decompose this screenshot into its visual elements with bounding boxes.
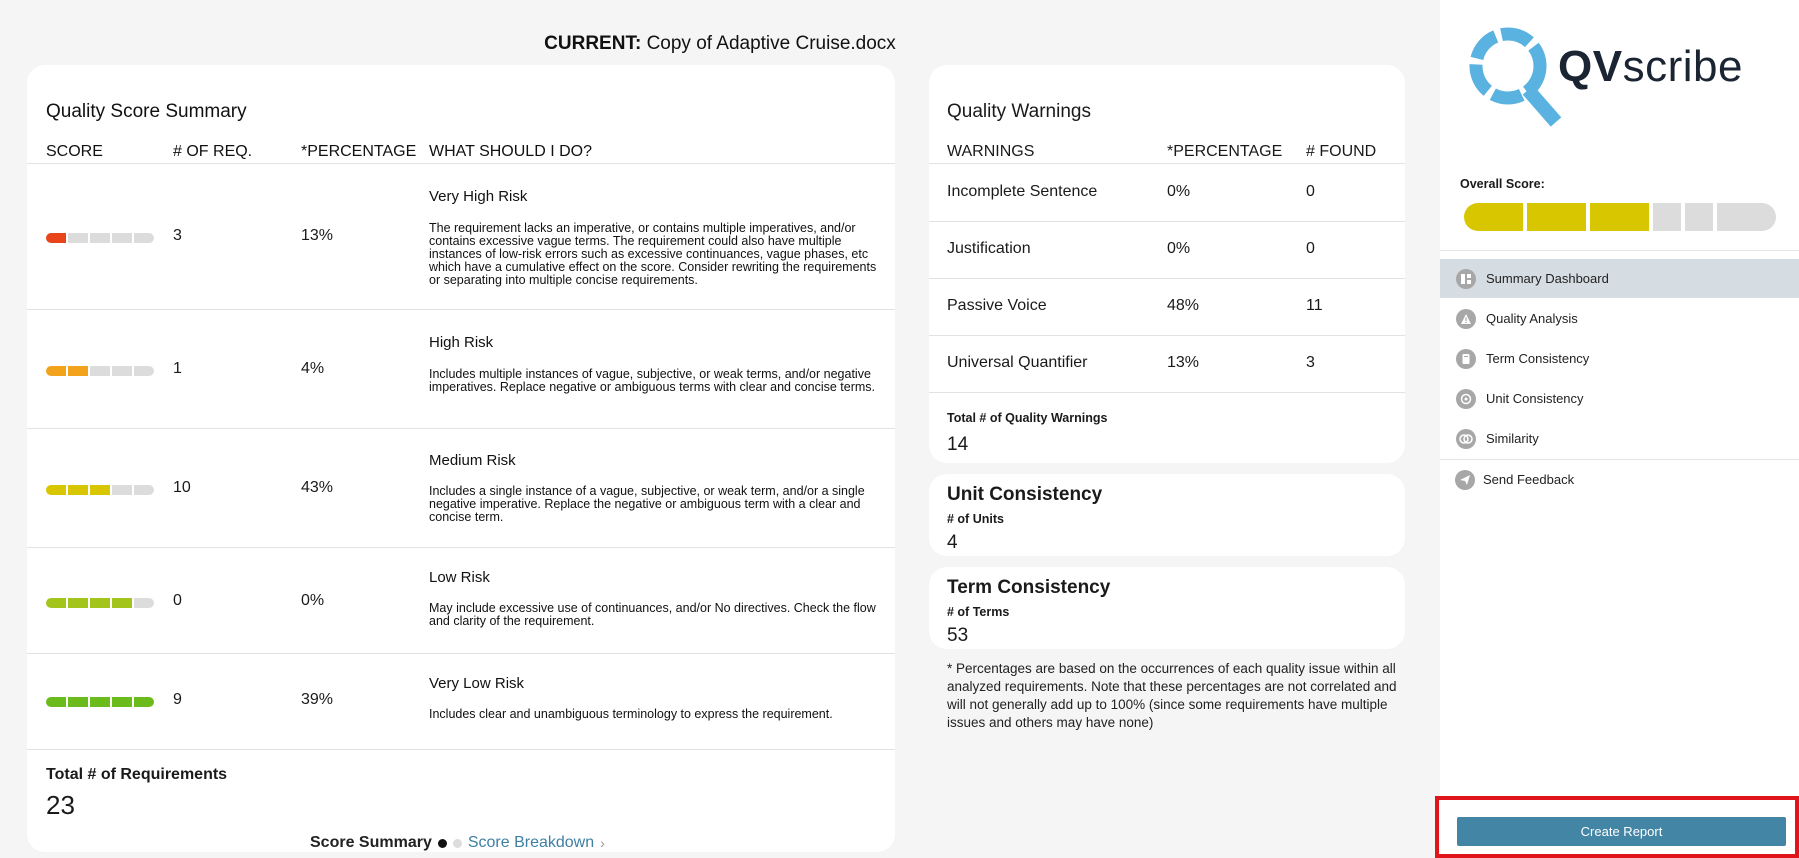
total-requirements-label: Total # of Requirements — [46, 766, 228, 783]
overall-score-segment — [1590, 203, 1649, 231]
risk-bar-segment — [112, 233, 132, 243]
risk-bar — [46, 366, 154, 376]
warning-row[interactable] — [929, 165, 1405, 222]
brand-name — [1558, 42, 1743, 92]
risk-title: Medium Risk — [429, 452, 516, 469]
brand-name-rest: scribe — [1622, 42, 1743, 91]
risk-bar-segment — [134, 697, 154, 707]
risk-bar-segment — [68, 598, 88, 608]
warning-percentage: 0% — [1167, 183, 1191, 200]
summary-pager — [310, 834, 605, 852]
overall-score-bar — [1464, 203, 1776, 231]
nav-term-consistency[interactable] — [1440, 339, 1799, 378]
risk-description: Includes clear and unambiguous terminology to express the requirement. — [429, 707, 833, 721]
warning-found: 11 — [1306, 297, 1323, 314]
header-percentage: *PERCENTAGE — [301, 143, 417, 160]
dashboard-icon — [1456, 269, 1476, 289]
units-value: 4 — [947, 532, 958, 553]
header-score: SCORE — [46, 143, 103, 160]
risk-bar-segment — [134, 366, 154, 376]
warning-found: 0 — [1306, 183, 1315, 200]
book-icon — [1456, 349, 1476, 369]
nav-send-feedback[interactable] — [1440, 460, 1799, 499]
risk-bar-segment — [90, 233, 110, 243]
req-percentage: 0% — [301, 592, 325, 609]
qvscribe-logo-icon — [1460, 20, 1570, 133]
risk-bar — [46, 485, 154, 495]
risk-bar-segment — [112, 697, 132, 707]
risk-bar-segment — [68, 366, 88, 376]
terms-label: # of Terms — [947, 605, 1010, 619]
overall-score-segment — [1685, 203, 1713, 231]
nav-label: Send Feedback — [1483, 472, 1575, 487]
risk-bar — [46, 598, 154, 608]
risk-bar-segment — [46, 366, 66, 376]
risk-bar-segment — [134, 233, 154, 243]
overall-score-segment — [1464, 203, 1523, 231]
risk-bar-segment — [68, 697, 88, 707]
risk-bar-segment — [134, 598, 154, 608]
nav-summary-dashboard[interactable] — [1440, 259, 1799, 298]
warning-found: 0 — [1306, 240, 1315, 257]
risk-bar-segment — [46, 485, 66, 495]
req-percentage: 39% — [301, 691, 334, 708]
warning-row[interactable] — [929, 279, 1405, 336]
risk-description: Includes a single instance of a vague, subjective, or weak term, and/or a single negative imperative. Replace the negative or ambiguous term with a clear and concise term. — [429, 484, 865, 524]
document-name: Copy of Adaptive Cruise.docx — [646, 33, 896, 54]
warning-name: Passive Voice — [947, 297, 1047, 314]
nav-label: Summary Dashboard — [1486, 271, 1609, 286]
risk-bar-segment — [90, 366, 110, 376]
risk-title: Very High Risk — [429, 188, 528, 205]
units-label: # of Units — [947, 512, 1004, 526]
warning-row[interactable] — [929, 336, 1405, 393]
unit-consistency-title: Unit Consistency — [947, 484, 1103, 505]
risk-bar-segment — [46, 233, 66, 243]
score-breakdown-link[interactable]: Score Breakdown — [467, 834, 595, 851]
warning-percentage: 13% — [1167, 354, 1200, 371]
send-icon — [1455, 470, 1475, 490]
risk-row-high — [27, 311, 895, 429]
total-requirements-value: 23 — [46, 790, 75, 820]
nav-unit-consistency[interactable] — [1440, 379, 1799, 418]
nav-label: Term Consistency — [1486, 351, 1590, 366]
quality-warnings-title: Quality Warnings — [947, 101, 1091, 122]
risk-bar — [46, 697, 154, 707]
warning-name: Justification — [947, 240, 1031, 257]
quality-warnings-card — [929, 65, 1405, 463]
nav-similarity[interactable] — [1440, 419, 1799, 458]
risk-bar-segment — [90, 485, 110, 495]
req-count: 1 — [173, 360, 182, 377]
warning-percentage: 48% — [1167, 297, 1200, 314]
warning-found: 3 — [1306, 354, 1315, 371]
nav-label: Similarity — [1486, 431, 1539, 446]
quality-score-summary-title: Quality Score Summary — [46, 101, 247, 122]
risk-bar-segment — [90, 697, 110, 707]
risk-bar-segment — [46, 598, 66, 608]
quality-score-summary-card — [27, 65, 895, 852]
score-table-header — [27, 139, 895, 164]
nav-label: Quality Analysis — [1486, 311, 1578, 326]
warning-name: Universal Quantifier — [947, 354, 1088, 371]
risk-bar-segment — [68, 233, 88, 243]
risk-row-medium — [27, 430, 895, 548]
risk-bar — [46, 233, 154, 243]
pager-dot-inactive[interactable] — [453, 839, 462, 848]
header-what-should-i-do: WHAT SHOULD I DO? — [429, 143, 592, 160]
overall-score-segment — [1717, 203, 1776, 231]
risk-bar-segment — [112, 366, 132, 376]
sidebar — [1440, 0, 1799, 858]
sidebar-divider — [1440, 250, 1799, 251]
chevron-right-icon[interactable]: › — [600, 835, 605, 851]
risk-description: May include excessive use of continuances, and/or No directives. Check the flow and clarity of the requirement. — [429, 601, 876, 628]
warning-row[interactable] — [929, 222, 1405, 279]
risk-description: Includes multiple instances of vague, subjective, or weak terms, and/or negative imperatives. Replace negative or ambiguous terms with clear and concise terms. — [429, 367, 876, 394]
risk-title: Low Risk — [429, 569, 490, 586]
warning-icon — [1456, 309, 1476, 329]
warnings-table-header — [929, 139, 1405, 164]
warning-name: Incomplete Sentence — [947, 183, 1098, 200]
risk-bar-segment — [134, 485, 154, 495]
req-count: 9 — [173, 691, 182, 708]
header-req: # OF REQ. — [173, 143, 253, 160]
header-found: # FOUND — [1306, 143, 1377, 160]
term-consistency-card[interactable] — [929, 567, 1405, 649]
risk-description: The requirement lacks an imperative, or contains multiple imperatives, and/or contains excessive vague terms. The requirement could also have multiple instances of low-risk errors such as excessive continuances, vague phases, etc which have a cumulative effect on the score. Consider rewriting the requirements or separating into multiple concise requirements. — [429, 221, 877, 287]
nav-label: Unit Consistency — [1486, 391, 1584, 406]
nav-quality-analysis[interactable] — [1440, 299, 1799, 338]
pager-dot-active[interactable] — [438, 839, 447, 848]
percentage-footnote: * Percentages are based on the occurrences of each quality issue within all analyzed requirements. Note that these percentages are not correlated and will not generally add up to 100% (since some requirements have multiple issues and others may have none) — [947, 661, 1397, 730]
req-percentage: 43% — [301, 479, 334, 496]
similarity-icon — [1456, 429, 1476, 449]
req-percentage: 13% — [301, 227, 334, 244]
warning-percentage: 0% — [1167, 240, 1191, 257]
document-title — [0, 33, 1440, 55]
pager-current: Score Summary — [310, 834, 432, 851]
total-warnings-label: Total # of Quality Warnings — [947, 411, 1108, 425]
create-report-button[interactable]: Create Report — [1457, 817, 1786, 846]
ruler-icon — [1456, 389, 1476, 409]
risk-row-very-low — [27, 655, 895, 750]
header-percentage: *PERCENTAGE — [1167, 143, 1283, 160]
risk-bar-segment — [90, 598, 110, 608]
overall-score-label: Overall Score: — [1460, 177, 1545, 191]
req-count: 10 — [173, 479, 191, 496]
risk-title: High Risk — [429, 334, 494, 351]
overall-score-segment — [1653, 203, 1681, 231]
req-count: 3 — [173, 227, 182, 244]
req-percentage: 4% — [301, 360, 325, 377]
risk-bar-segment — [46, 697, 66, 707]
document-title-prefix: CURRENT: — [544, 33, 642, 54]
risk-bar-segment — [68, 485, 88, 495]
req-count: 0 — [173, 592, 182, 609]
overall-score-segment — [1527, 203, 1586, 231]
risk-title: Very Low Risk — [429, 675, 525, 692]
header-warnings: WARNINGS — [947, 143, 1035, 160]
terms-value: 53 — [947, 625, 969, 646]
risk-row-low — [27, 549, 895, 654]
risk-row-very-high — [27, 165, 895, 310]
total-warnings-value: 14 — [947, 434, 969, 455]
brand-name-bold: QV — [1558, 42, 1623, 91]
term-consistency-title: Term Consistency — [947, 577, 1111, 598]
unit-consistency-card[interactable] — [929, 474, 1405, 556]
risk-bar-segment — [112, 485, 132, 495]
risk-bar-segment — [112, 598, 132, 608]
